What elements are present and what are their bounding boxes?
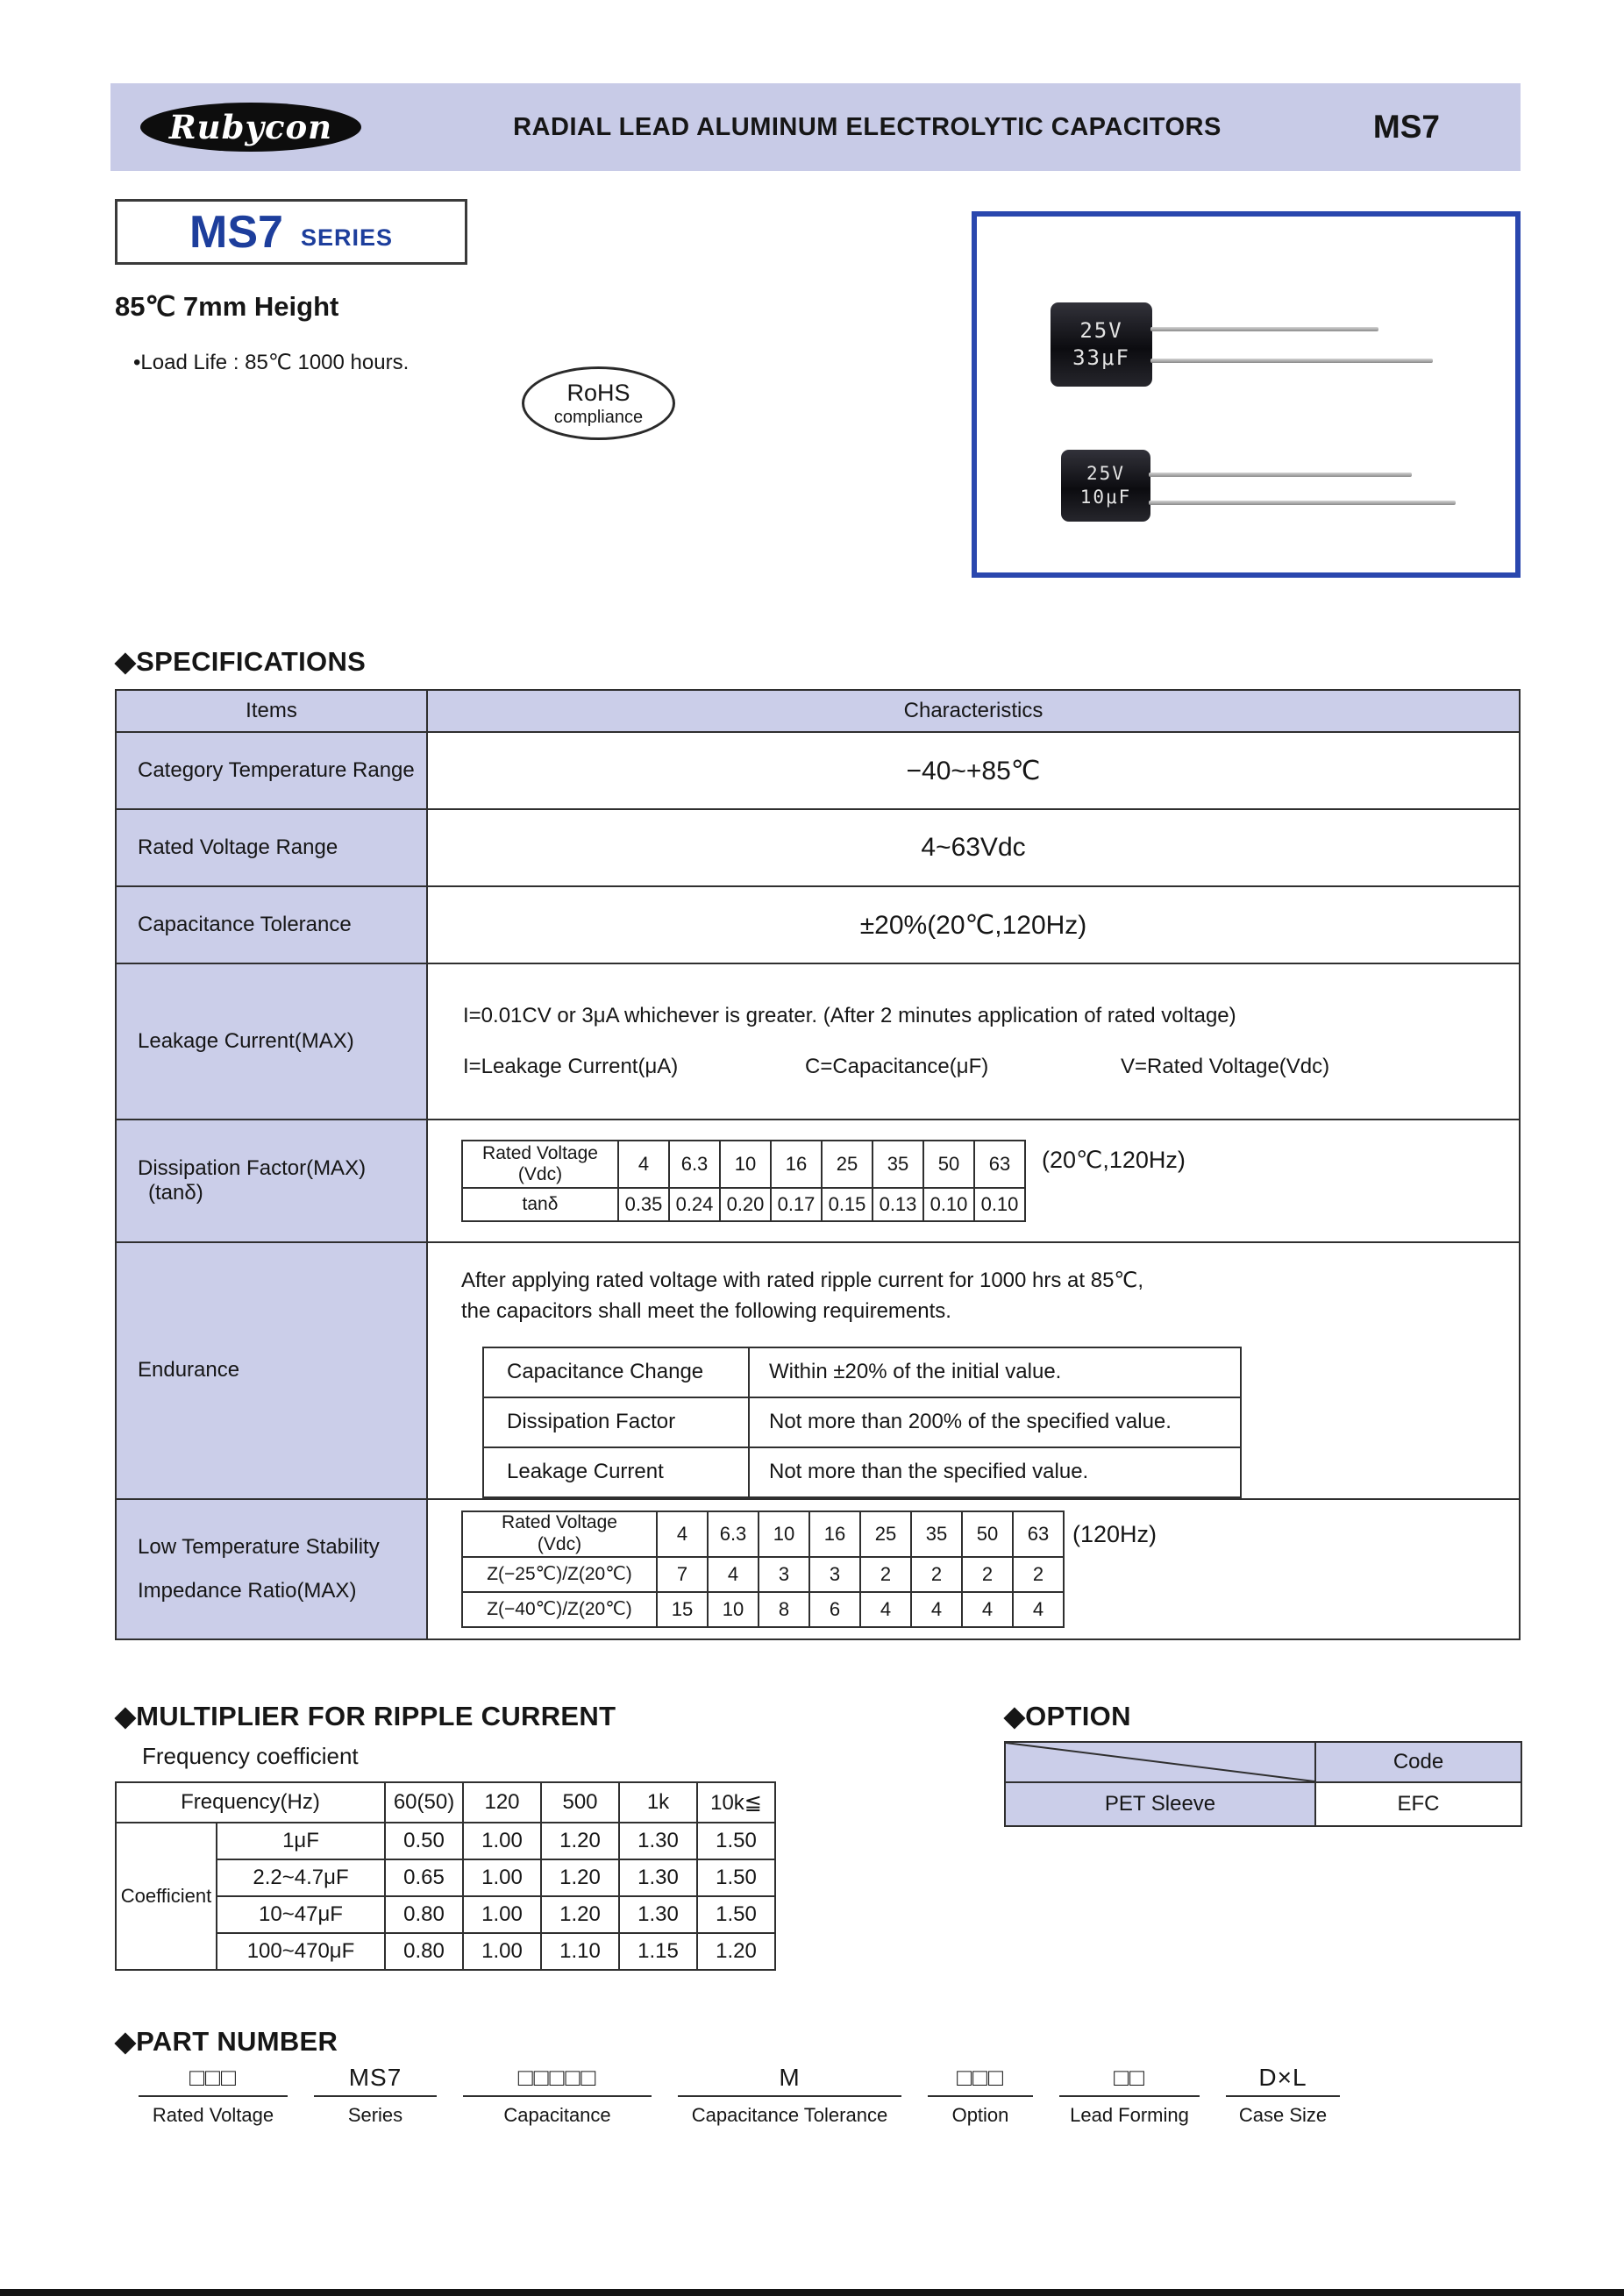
part-segment-case-size [1226, 2058, 1340, 2127]
row-label-dissipation-factor [116, 1120, 427, 1242]
part-segment-value: □□ [1059, 2058, 1200, 2097]
z25-value-cell: 2 [962, 1557, 1013, 1592]
part-segment-option [928, 2058, 1033, 2127]
value-low-temperature [427, 1499, 1520, 1639]
value-endurance [427, 1242, 1520, 1499]
part-segment-value: M [678, 2058, 901, 2097]
low-temp-condition: (120Hz) [1072, 1520, 1157, 1547]
part-segment-label: Capacitance [503, 2104, 611, 2126]
header-series-code: MS7 [1372, 109, 1440, 145]
dissipation-voltage-cell: 63 [974, 1141, 1025, 1188]
value-dissipation-factor [427, 1120, 1520, 1242]
low-temp-label-line1: Low Temperature Stability [138, 1534, 380, 1559]
capacitor-lead [1149, 473, 1412, 477]
capacitor-print-capacitance: 33μF [1072, 345, 1130, 370]
rohs-badge [522, 366, 675, 440]
items-header-cell: Items [116, 690, 427, 732]
endurance-value-cell: Within ±20% of the initial value. [749, 1347, 1241, 1397]
row-label-category-temperature: Category Temperature Range [116, 732, 427, 809]
capacitor-print-capacitance: 10μF [1079, 487, 1132, 508]
option-code-cell: EFC [1315, 1782, 1521, 1826]
value-leakage-current [427, 963, 1520, 1120]
capacitor-photo-box [972, 211, 1521, 578]
coefficient-value-cell: 1.20 [697, 1933, 775, 1970]
z25-value-cell: 2 [860, 1557, 911, 1592]
leakage-formula: I=0.01CV or 3μA whichever is greater. (After 2 minutes application of rated voltage) [463, 1004, 1236, 1027]
frequency-header-cell: Frequency(Hz) [116, 1782, 385, 1823]
coefficient-label-cell: Coefficient [116, 1823, 217, 1970]
characteristics-header-cell: Characteristics [427, 690, 1520, 732]
coefficient-value-cell: 1.50 [697, 1823, 775, 1859]
frequency-column-header: 60(50) [385, 1782, 463, 1823]
tand-value-cell: 0.24 [669, 1188, 720, 1221]
capacitance-range-cell: 100~470μF [217, 1933, 385, 1970]
part-segment-value: □□□ [139, 2058, 288, 2097]
tand-value-cell: 0.20 [720, 1188, 771, 1221]
capacitance-range-cell: 2.2~4.7μF [217, 1859, 385, 1896]
series-box [115, 199, 467, 265]
capacitance-range-cell: 10~47μF [217, 1896, 385, 1933]
coefficient-value-cell: 1.15 [619, 1933, 697, 1970]
coefficient-value-cell: 1.00 [463, 1859, 541, 1896]
low-temp-voltage-cell: 4 [657, 1511, 708, 1557]
capacitor-print-voltage: 25V [1079, 317, 1123, 343]
coefficient-value-cell: 1.00 [463, 1896, 541, 1933]
low-temp-voltage-cell: 6.3 [708, 1511, 759, 1557]
low-temp-voltage-header [462, 1511, 657, 1557]
z40-row-header: Z(−40℃)/Z(20℃) [462, 1592, 657, 1627]
load-life-note: •Load Life : 85℃ 1000 hours. [133, 351, 410, 374]
option-name-cell: PET Sleeve [1005, 1782, 1315, 1826]
capacitor-lead [1150, 327, 1378, 331]
dissipation-voltage-cell: 25 [822, 1141, 873, 1188]
option-section [1004, 1741, 1522, 1827]
tand-value-cell: 0.10 [974, 1188, 1025, 1221]
z25-value-cell: 2 [911, 1557, 962, 1592]
tand-value-cell: 0.35 [618, 1188, 669, 1221]
coefficient-value-cell: 1.30 [619, 1896, 697, 1933]
frequency-column-header: 1k [619, 1782, 697, 1823]
part-segment-value: □□□□□ [463, 2058, 652, 2097]
capacitor-image-large [1051, 302, 1152, 387]
capacitor-lead [1149, 501, 1456, 505]
tand-value-cell: 0.15 [822, 1188, 873, 1221]
part-segment-value: D×L [1226, 2058, 1340, 2097]
coefficient-value-cell: 1.20 [541, 1823, 619, 1859]
part-number-diagram [139, 2058, 1340, 2127]
part-segment-capacitance-tolerance [678, 2058, 901, 2127]
ripple-table [115, 1781, 776, 1971]
row-label-leakage-current: Leakage Current(MAX) [116, 963, 427, 1120]
value-capacitance-tolerance: ±20%(20℃,120Hz) [427, 886, 1520, 963]
capacitance-range-cell: 1μF [217, 1823, 385, 1859]
z25-value-cell: 4 [708, 1557, 759, 1592]
z25-value-cell: 3 [809, 1557, 860, 1592]
part-segment-value: □□□ [928, 2058, 1033, 2097]
low-temp-label-line2: Impedance Ratio(MAX) [138, 1578, 357, 1603]
part-segment-capacitance [463, 2058, 652, 2127]
dissipation-voltage-cell: 35 [873, 1141, 923, 1188]
endurance-value-cell: Not more than 200% of the specified value. [749, 1397, 1241, 1447]
tand-value-cell: 0.10 [923, 1188, 974, 1221]
option-code-header: Code [1315, 1742, 1521, 1782]
value-rated-voltage: 4~63Vdc [427, 809, 1520, 886]
leakage-def-current: I=Leakage Current(μA) [463, 1055, 679, 1078]
part-segment-label: Option [951, 2104, 1009, 2126]
series-suffix: SERIES [300, 224, 393, 251]
dissipation-voltage-cell: 10 [720, 1141, 771, 1188]
part-segment-lead-forming [1059, 2058, 1200, 2127]
rubycon-logo [140, 103, 361, 152]
capacitor-image-small [1061, 450, 1150, 522]
endurance-value-cell: Not more than the specified value. [749, 1447, 1241, 1497]
coefficient-value-cell: 1.10 [541, 1933, 619, 1970]
tand-row-header: tanδ [462, 1188, 618, 1221]
capacitor-print-voltage: 25V [1086, 462, 1125, 484]
rohs-compliance-label: compliance [553, 407, 644, 427]
z25-value-cell: 3 [759, 1557, 809, 1592]
dissipation-table [461, 1140, 1026, 1222]
low-temp-table [461, 1511, 1065, 1628]
coefficient-value-cell: 1.50 [697, 1859, 775, 1896]
frequency-column-header: 500 [541, 1782, 619, 1823]
low-temp-voltage-cell: 63 [1013, 1511, 1064, 1557]
document-title: RADIAL LEAD ALUMINUM ELECTROLYTIC CAPACITORS [513, 112, 1222, 141]
low-temp-voltage-cell: 16 [809, 1511, 860, 1557]
z25-value-cell: 2 [1013, 1557, 1064, 1592]
frequency-column-header: 10k≦ [697, 1782, 775, 1823]
z25-value-cell: 7 [657, 1557, 708, 1592]
option-diagonal-cell [1005, 1742, 1315, 1782]
option-heading: ◆OPTION [1004, 1701, 1131, 1731]
part-segment-label: Capacitance Tolerance [691, 2104, 888, 2126]
endurance-item-cell: Capacitance Change [483, 1347, 749, 1397]
row-label-capacitance-tolerance: Capacitance Tolerance [116, 886, 427, 963]
ripple-heading: ◆MULTIPLIER FOR RIPPLE CURRENT [115, 1701, 616, 1731]
part-segment-label: Case Size [1238, 2104, 1328, 2126]
header-bar [110, 83, 1521, 171]
endurance-item-cell: Dissipation Factor [483, 1397, 749, 1447]
z25-row-header: Z(−25℃)/Z(20℃) [462, 1557, 657, 1592]
part-segment-label: Rated Voltage [152, 2104, 274, 2126]
diagonal-line [1006, 1743, 1314, 1781]
low-temp-voltage-cell: 50 [962, 1511, 1013, 1557]
endurance-item-cell: Leakage Current [483, 1447, 749, 1497]
z40-value-cell: 4 [911, 1592, 962, 1627]
height-title: 85℃ 7mm Height [115, 291, 339, 322]
part-number-heading: ◆PART NUMBER [115, 2026, 338, 2057]
z40-value-cell: 15 [657, 1592, 708, 1627]
specifications-section [115, 689, 1521, 1640]
coefficient-value-cell: 0.80 [385, 1896, 463, 1933]
row-label-endurance: Endurance [116, 1242, 427, 1499]
series-name: MS7 [189, 206, 283, 258]
z40-value-cell: 4 [860, 1592, 911, 1627]
dissipation-label-line1: Dissipation Factor(MAX) [138, 1156, 367, 1180]
low-temp-voltage-cell: 25 [860, 1511, 911, 1557]
dissipation-voltage-cell: 50 [923, 1141, 974, 1188]
part-segment-rated-voltage [139, 2058, 288, 2127]
coefficient-value-cell: 1.30 [619, 1859, 697, 1896]
coefficient-value-cell: 1.20 [541, 1896, 619, 1933]
coefficient-value-cell: 1.00 [463, 1823, 541, 1859]
row-label-rated-voltage: Rated Voltage Range [116, 809, 427, 886]
endurance-table [482, 1347, 1242, 1498]
coefficient-value-cell: 1.50 [697, 1896, 775, 1933]
dissipation-condition: (20℃,120Hz) [1042, 1147, 1186, 1173]
leakage-definitions [463, 1055, 1519, 1079]
z40-value-cell: 10 [708, 1592, 759, 1627]
leakage-def-capacitance: C=Capacitance(μF) [805, 1055, 989, 1078]
part-segment-label: Lead Forming [1070, 2104, 1189, 2126]
leakage-def-voltage: V=Rated Voltage(Vdc) [1121, 1055, 1330, 1078]
dissipation-voltage-cell: 6.3 [669, 1141, 720, 1188]
tand-value-cell: 0.13 [873, 1188, 923, 1221]
part-segment-label: Series [347, 2104, 403, 2126]
part-segment-value: MS7 [314, 2058, 437, 2097]
z40-value-cell: 8 [759, 1592, 809, 1627]
ripple-section [115, 1781, 776, 1971]
coefficient-value-cell: 1.30 [619, 1823, 697, 1859]
frequency-column-header: 120 [463, 1782, 541, 1823]
z40-value-cell: 4 [1013, 1592, 1064, 1627]
dissipation-voltage-header [462, 1141, 618, 1188]
dissipation-label-line2: (tanδ) [148, 1181, 203, 1205]
endurance-intro-line2: the capacitors shall meet the following requirements. [461, 1298, 951, 1323]
rubycon-logo-text: Rubycon [168, 108, 333, 146]
value-category-temperature: −40~+85℃ [427, 732, 1520, 809]
option-table [1004, 1741, 1522, 1827]
capacitor-lead [1150, 359, 1433, 363]
z40-value-cell: 4 [962, 1592, 1013, 1627]
coefficient-value-cell: 0.80 [385, 1933, 463, 1970]
dissipation-voltage-header-line1: Rated Voltage [482, 1142, 598, 1163]
low-temp-voltage-cell: 35 [911, 1511, 962, 1557]
coefficient-value-cell: 1.20 [541, 1859, 619, 1896]
dissipation-voltage-cell: 4 [618, 1141, 669, 1188]
part-segment-series [314, 2058, 437, 2127]
page-bottom-edge [0, 2289, 1624, 2296]
tand-value-cell: 0.17 [771, 1188, 822, 1221]
specifications-heading: ◆SPECIFICATIONS [115, 646, 367, 677]
coefficient-value-cell: 1.00 [463, 1933, 541, 1970]
ripple-subheading: Frequency coefficient [142, 1743, 359, 1769]
coefficient-value-cell: 0.50 [385, 1823, 463, 1859]
low-temp-voltage-cell: 10 [759, 1511, 809, 1557]
rohs-label: RoHS [566, 379, 630, 406]
endurance-intro-line1: After applying rated voltage with rated ripple current for 1000 hrs at 85℃, [461, 1269, 1144, 1292]
low-temp-voltage-header-line1: Rated Voltage [502, 1512, 617, 1533]
low-temp-voltage-header-line2: (Vdc) [537, 1533, 582, 1554]
coefficient-value-cell: 0.65 [385, 1859, 463, 1896]
specifications-table [115, 689, 1521, 1640]
dissipation-voltage-header-line2: (Vdc) [517, 1164, 563, 1184]
row-label-low-temperature [116, 1499, 427, 1639]
z40-value-cell: 6 [809, 1592, 860, 1627]
dissipation-voltage-cell: 16 [771, 1141, 822, 1188]
